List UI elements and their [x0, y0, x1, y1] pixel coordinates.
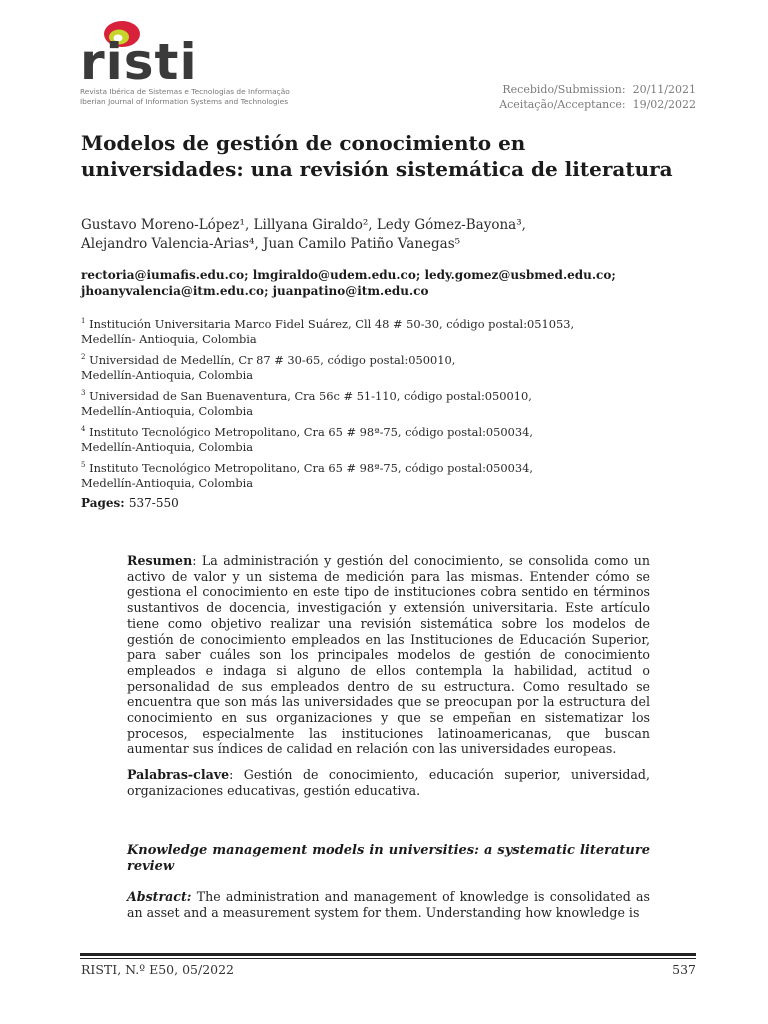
pages-value: 537-550 [128, 496, 179, 510]
affiliation-5 [81, 458, 641, 491]
logo-subtitle-pt: Revista Ibérica de Sistemas e Tecnologias de Informação [80, 87, 290, 96]
english-title: Knowledge management models in universities: a systematic literature review [127, 843, 650, 874]
abstract-paragraph [127, 889, 650, 920]
footer-rule-thick [80, 953, 696, 956]
palabras-clave-paragraph [127, 767, 650, 798]
affiliation-number: 5 [81, 461, 86, 469]
affiliation-line-1: Universidad de Medellín, Cr 87 # 30-65, código postal:050010, [89, 352, 456, 367]
logo-subtitle-en: Iberian Journal of Information Systems and Technologies [80, 97, 289, 106]
affiliation-3 [81, 386, 641, 419]
affiliation-line-1: Universidad de San Buenaventura, Cra 56c # 51-110, código postal:050010, [89, 388, 532, 403]
received-date: Recebido/Submission: 20/11/2021 [502, 83, 696, 96]
affiliation-line-2: Medellín-Antioquia, Colombia [81, 403, 254, 418]
affiliation-1 [81, 314, 641, 347]
submission-dates [499, 82, 696, 112]
affiliation-line-2: Medellín- Antioquia, Colombia [81, 331, 257, 346]
resumen-text: : La administración y gestión del conocimiento, se consolida como un activo de valor y un sistema de medición para las mismas. Entender cómo se gestiona el conocimiento en este tipo de instituciones cobra sentido en términos sustantivos de docencia, investigación y extensión universitaria. Este artículo tiene como objetivo realizar una revisión sistemática sobre los modelos de gestión de conocimiento empleados en las Instituciones de Educación Superior, para saber cuáles son los principales modelos de gestión de conocimiento empleados e indaga si alguno de ellos contempla la habilidad, actitud o personalidad de sus empleados dentro de su estructura. Como resultado se encuentra que son más las universidades que se preocupan por la estructura del conocimiento en sus organizaciones y que se empeñan en sistematizar los procesos, especialmente las instituciones latinoamericanas, que buscan aumentar sus índices de calidad en relación con las universidades europeas. [127, 553, 650, 757]
paper-title [81, 130, 701, 182]
abstract-label: Abstract: [127, 889, 192, 904]
palabras-text: : Gestión de conocimiento, educación superior, universidad, organizaciones educativas, gestión educativa. [127, 767, 650, 798]
affiliation-line-2: Medellín-Antioquia, Colombia [81, 475, 254, 490]
emails-line-1: rectoria@iumafis.edu.co; lmgiraldo@udem.edu.co; ledy.gomez@usbmed.edu.co; [81, 268, 616, 282]
affiliation-number: 4 [81, 425, 86, 433]
page-range [81, 496, 179, 510]
emails-line-2: jhoanyvalencia@itm.edu.co; juanpatino@itm.edu.co [81, 284, 429, 298]
affiliation-line-1: Instituto Tecnológico Metropolitano, Cra 65 # 98ª-75, código postal:050034, [89, 460, 534, 475]
title-line-1: Modelos de gestión de conocimiento en [81, 131, 526, 155]
affiliation-number: 2 [81, 353, 86, 361]
affiliation-line-2: Medellín-Antioquia, Colombia [81, 367, 254, 382]
resumen-label: Resumen [127, 553, 193, 568]
footer-rule-thin [80, 958, 696, 959]
affiliation-number: 1 [81, 317, 86, 325]
footer-journal-issue: RISTI, N.º E50, 05/2022 [81, 962, 235, 977]
authors-line-1: Gustavo Moreno-López¹, Lillyana Giraldo², Ledy Gómez-Bayona³, [81, 217, 526, 233]
logo-wordmark: risti [80, 33, 198, 91]
pages-label: Pages: [81, 496, 125, 510]
affiliation-line-1: Institución Universitaria Marco Fidel Suárez, Cll 48 # 50-30, código postal:051053, [89, 316, 575, 331]
journal-logo [80, 20, 330, 110]
author-emails [81, 267, 701, 299]
affiliation-4 [81, 422, 641, 455]
affiliation-2 [81, 350, 641, 383]
palabras-label: Palabras-clave [127, 767, 230, 782]
affiliation-line-1: Instituto Tecnológico Metropolitano, Cra 65 # 98ª-75, código postal:050034, [89, 424, 534, 439]
affiliation-number: 3 [81, 389, 86, 397]
affiliation-line-2: Medellín-Antioquia, Colombia [81, 439, 254, 454]
authors-line-2: Alejandro Valencia-Arias⁴, Juan Camilo Patiño Vanegas⁵ [81, 236, 461, 252]
abstract-text: The administration and management of knowledge is consolidated as an asset and a measurement system for them. Understanding how knowledge is [127, 889, 650, 920]
accepted-date: Aceitação/Acceptance: 19/02/2022 [499, 98, 696, 111]
title-line-2: universidades: una revisión sistemática de literatura [81, 157, 673, 181]
author-list [81, 216, 681, 254]
resumen-paragraph [127, 553, 650, 757]
page-number: 537 [672, 962, 696, 977]
